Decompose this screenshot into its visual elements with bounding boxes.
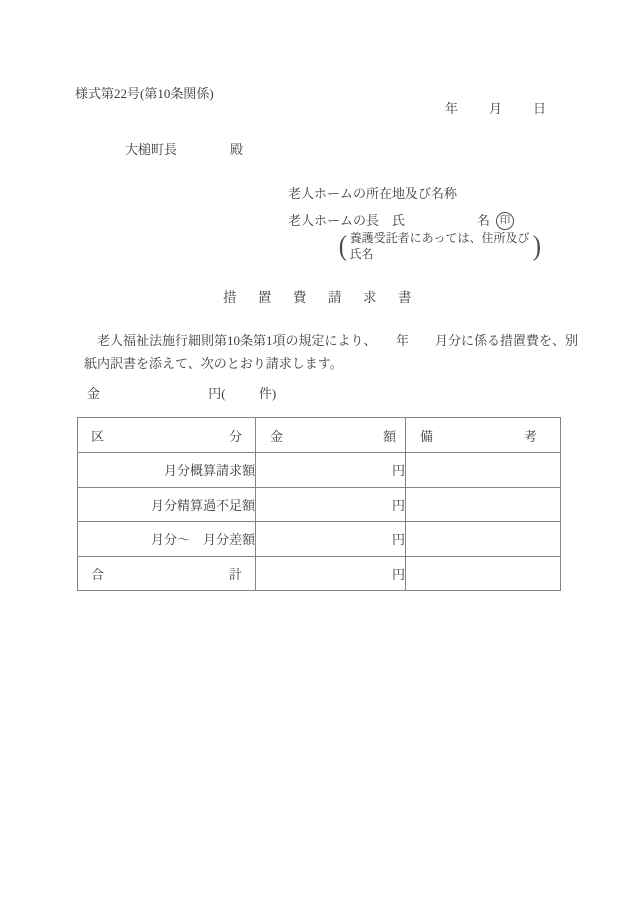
amount-unit-label: 円( bbox=[208, 386, 226, 401]
header-amount-left: 金 bbox=[270, 428, 284, 444]
date-month-label: 月 bbox=[489, 101, 503, 116]
table-row bbox=[78, 522, 561, 557]
row3-amount: 円 bbox=[256, 522, 406, 557]
header-amount-right: 額 bbox=[382, 428, 396, 444]
date-day-label: 日 bbox=[533, 101, 547, 116]
guardian-note-lines bbox=[348, 231, 532, 262]
form-number: 様式第22号(第10条関係) bbox=[75, 86, 214, 101]
body-line-2: 紙内訳書を添えて、次のとおり請求します。 bbox=[84, 356, 343, 371]
total-remarks bbox=[406, 556, 561, 591]
table-row-total bbox=[78, 556, 561, 591]
amount-count-label: 件) bbox=[258, 386, 277, 401]
claim-table bbox=[77, 417, 561, 591]
table-header-row bbox=[78, 418, 561, 453]
header-category-left: 区 bbox=[91, 428, 105, 444]
addressee-honorific: 殿 bbox=[230, 142, 244, 157]
row3-category: 月分～ 月分差額 bbox=[78, 522, 256, 557]
date-line bbox=[445, 101, 546, 117]
row3-remarks bbox=[406, 522, 561, 557]
header-remarks-left: 備 bbox=[420, 428, 434, 444]
open-paren-icon: ( bbox=[338, 230, 347, 262]
sender-name-label: 名 bbox=[476, 213, 490, 229]
row1-category: 月分概算請求額 bbox=[78, 453, 256, 488]
guardian-note bbox=[338, 231, 541, 262]
header-amount bbox=[256, 418, 406, 453]
header-remarks bbox=[406, 418, 561, 453]
addressee-line bbox=[125, 142, 243, 158]
sender-name-seal-group bbox=[477, 212, 514, 230]
total-label-left: 合 bbox=[91, 566, 105, 582]
body-paragraph bbox=[84, 329, 579, 375]
sender-head-label: 老人ホームの長 氏 bbox=[288, 213, 406, 229]
seal-character: 印 bbox=[499, 214, 511, 226]
row1-amount: 円 bbox=[256, 453, 406, 488]
total-label-right: 計 bbox=[228, 566, 242, 582]
table-row bbox=[78, 487, 561, 522]
total-amount: 円 bbox=[256, 556, 406, 591]
close-paren-icon: ) bbox=[532, 230, 541, 262]
row2-amount: 円 bbox=[256, 487, 406, 522]
row2-remarks bbox=[406, 487, 561, 522]
date-year-label: 年 bbox=[445, 101, 459, 116]
guardian-note-line1: 養護受託者にあっては、住所及び bbox=[349, 231, 530, 245]
addressee-name: 大槌町長 bbox=[125, 142, 178, 157]
table-row bbox=[78, 453, 561, 488]
guardian-note-line2: 氏名 bbox=[349, 246, 374, 261]
amount-prefix: 金 bbox=[87, 386, 101, 401]
header-remarks-right: 考 bbox=[523, 428, 537, 444]
sender-name-line bbox=[288, 212, 514, 230]
document-title: 措置費請求書 bbox=[223, 290, 433, 305]
total-category bbox=[78, 556, 256, 591]
sender-address-label: 老人ホームの所在地及び名称 bbox=[288, 186, 458, 201]
body-line-1: 老人福祉法施行細則第10条第1項の規定により、 年 月分に係る措置費を、別 bbox=[97, 333, 579, 348]
seal-icon bbox=[496, 212, 514, 230]
amount-line bbox=[87, 386, 276, 402]
row2-category: 月分精算過不足額 bbox=[78, 487, 256, 522]
row1-remarks bbox=[406, 453, 561, 488]
header-category-right: 分 bbox=[228, 428, 242, 444]
header-category bbox=[78, 418, 256, 453]
